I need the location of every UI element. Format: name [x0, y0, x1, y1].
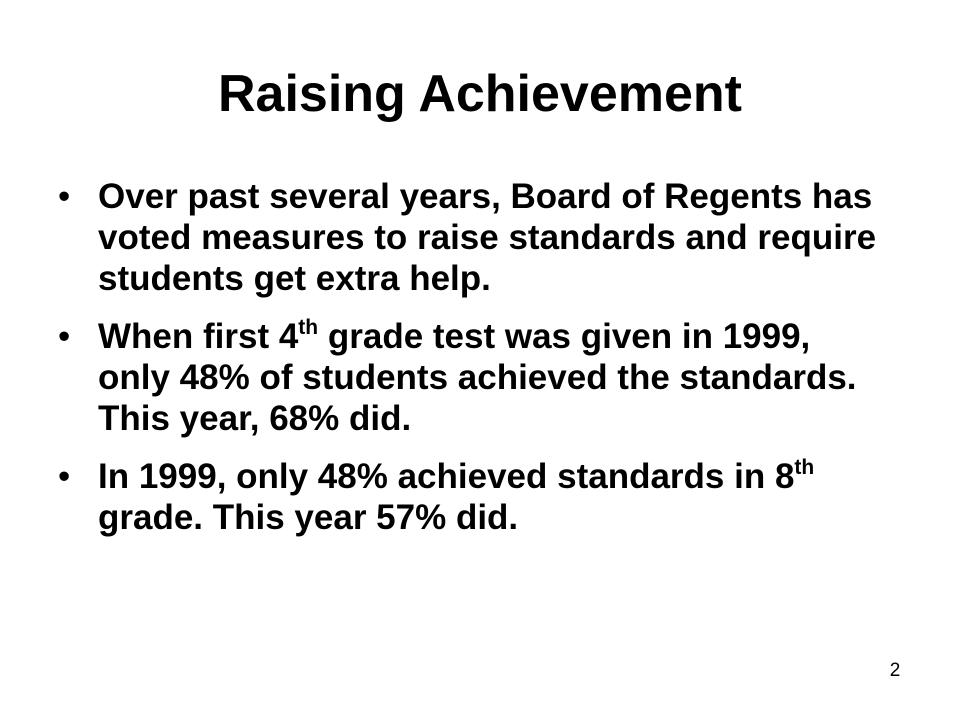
bullet-text-end: grade. This year 57% did. — [98, 498, 519, 537]
bullet-item-8th-grade — [58, 456, 878, 538]
bullet-item-4th-grade — [58, 316, 878, 439]
bullet-glyph: • — [58, 177, 71, 216]
bullet-glyph: • — [58, 457, 71, 496]
bullet-glyph: • — [58, 317, 71, 356]
ordinal-suffix: th — [794, 456, 815, 479]
bullet-text-start: When first 4 — [98, 317, 299, 356]
bullet-list — [58, 176, 878, 555]
slide-title: Raising Achievement — [217, 65, 742, 123]
bullet-item-board-of-regents — [58, 176, 878, 299]
page-number: 2 — [889, 660, 901, 681]
bullet-text-end: grade test was given in 1999, only 48% of students achieved the standards. This year, 68% did. — [98, 317, 857, 438]
bullet-text: Over past several years, Board of Regents has voted measures to raise standards and require students get extra help. — [98, 177, 877, 298]
bullet-text-start: In 1999, only 48% achieved standards in 8 — [98, 457, 795, 496]
ordinal-suffix: th — [298, 316, 319, 339]
